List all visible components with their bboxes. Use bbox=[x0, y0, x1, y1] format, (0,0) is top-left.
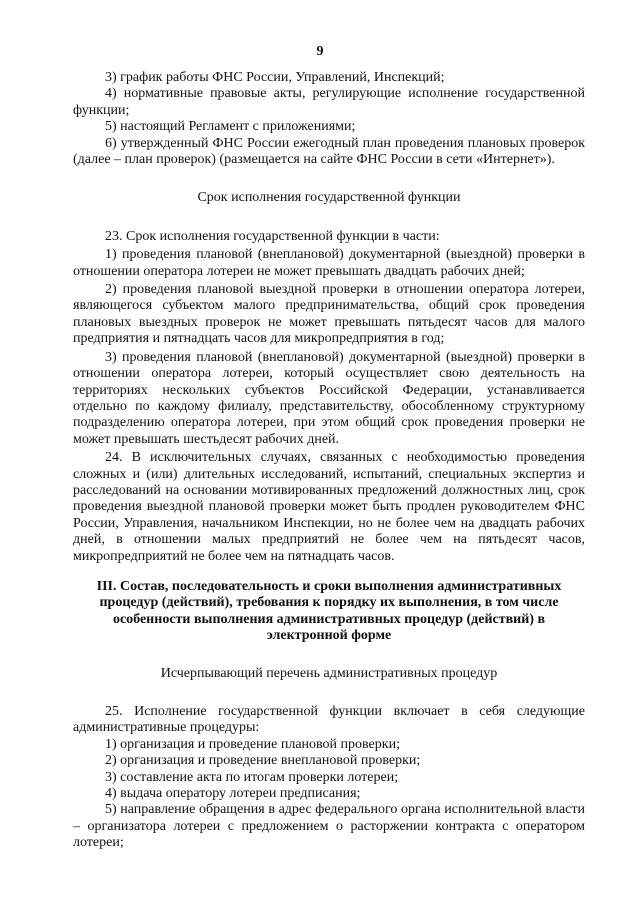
list-item: 1) организация и проведение плановой проверки; bbox=[105, 736, 400, 752]
list-item: 2) организация и проведение внеплановой проверки; bbox=[105, 753, 421, 769]
list-item: 3) проведения плановой (внеплановой) документарной (выездной) проверки в отношении оператора лотереи, который осуществляет свою деятельность на территориях нескольких субъектов Российской Федерации, устанавливается отдельно по каждому филиалу, представительству, обособленному структурному подразделению оператора лотереи, при этом общий срок проведения проверки не может превышать шестьдесят рабочих дней. bbox=[73, 349, 585, 447]
section-3-heading: III. Состав, последовательность и сроки выполнения административных процедур (действий), требования к порядку их выполнения, в том числе особенности выполнения административных процедур (действий) в электронной форме bbox=[96, 578, 562, 644]
list-item: 5) направление обращения в адрес федерального органа исполнительной власти – организатора лотереи с предложением о расторжении контракта с оператором лотереи; bbox=[73, 802, 585, 851]
subheading-deadline: Срок исполнения государственной функции bbox=[197, 190, 461, 206]
page-number: 9 bbox=[316, 44, 324, 59]
subheading-procedures-list: Исчерпывающий перечень административных процедур bbox=[160, 665, 498, 681]
paragraph-24: 24. В исключительных случаях, связанных с необходимостью проведения сложных и (или) длительных исследований, испытаний, специальных экспертиз и расследований на основании мотивированных предложений должностных лиц, срок проведения выездной плановой проверки может быть продлен руководителем ФНС России, Управления, начальником Инспекции, но не более чем на двадцать рабочих дней, в отношении малых предприятий не более чем на пятьдесят часов, микропредприятий не более чем на пятнадцать часов. bbox=[73, 450, 585, 564]
list-item: 3) составление акта по итогам проверки лотереи; bbox=[105, 769, 399, 785]
page-content bbox=[73, 70, 585, 852]
list-item: 2) проведения плановой выездной проверки в отношении оператора лотереи, являющегося субъектом малого предпринимательства, общий срок проведения плановых выездных проверок не может превышать пятьдесят часов для малого предприятия и пятнадцать часов для микропредприятия в год; bbox=[73, 282, 585, 347]
list-item: 6) утвержденный ФНС России ежегодный план проведения плановых проверок (далее – план проверок) (размещается на сайте ФНС России в сети «Интернет»). bbox=[73, 135, 585, 168]
paragraph-23-intro: 23. Срок исполнения государственной функции в части: bbox=[105, 228, 440, 244]
list-item: 4) нормативные правовые акты, регулирующие исполнение государственной функции; bbox=[73, 86, 585, 118]
list-item: 3) график работы ФНС России, Управлений, Инспекций; bbox=[105, 70, 445, 85]
list-item: 1) проведения плановой (внеплановой) документарной (выездной) проверки в отношении оператора лотереи не может превышать двадцать рабочих дней; bbox=[73, 247, 585, 279]
list-item: 4) выдача оператору лотереи предписания; bbox=[105, 786, 361, 802]
list-item: 5) настоящий Регламент с приложениями; bbox=[105, 119, 356, 135]
paragraph-25-intro: 25. Исполнение государственной функции включает в себя следующие административные процедуры: bbox=[73, 704, 585, 736]
